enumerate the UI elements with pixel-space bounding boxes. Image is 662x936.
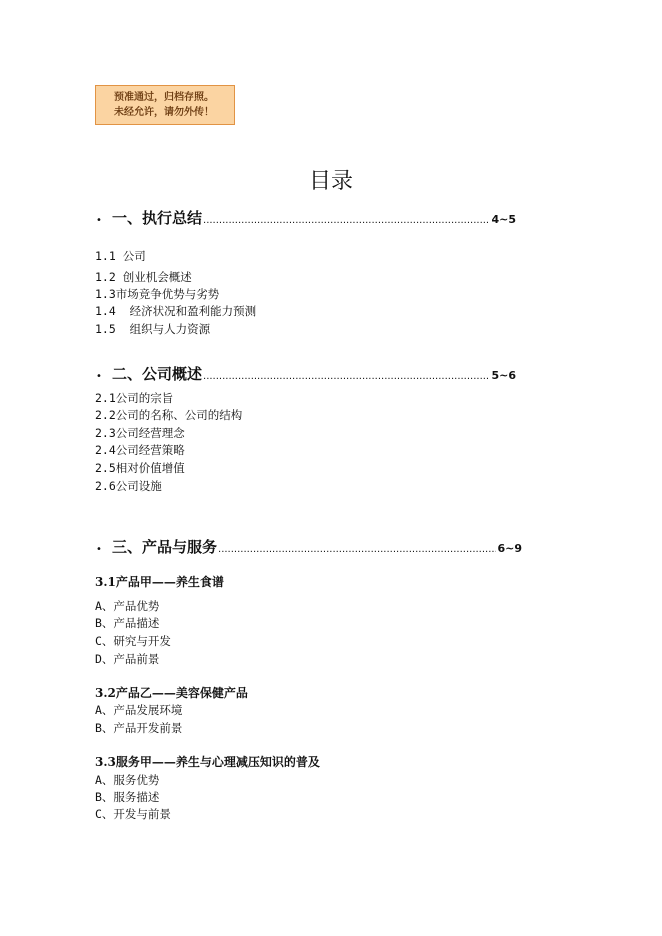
- toc-section-1[interactable]: [96, 207, 516, 227]
- toc-item[interactable]: 2.4公司经营策略: [95, 443, 185, 457]
- toc-item[interactable]: A、产品优势: [95, 599, 160, 613]
- section-title: 二、公司概述: [112, 365, 203, 383]
- toc-title: 目录: [308, 169, 353, 194]
- section-title: 三、产品与服务: [112, 538, 218, 556]
- section-pages: 5~6: [491, 369, 516, 382]
- toc-item[interactable]: 2.3公司经营理念: [95, 426, 185, 440]
- toc-section-3[interactable]: [96, 536, 522, 556]
- toc-item[interactable]: B、服务描述: [95, 790, 160, 804]
- dot-leader: [203, 215, 490, 226]
- bullet-icon: •: [96, 215, 102, 226]
- toc-section-2[interactable]: [96, 363, 516, 383]
- toc-item[interactable]: A、服务优势: [95, 773, 160, 787]
- section-title: 一、执行总结: [112, 209, 203, 227]
- notice-line-2: 未经允许，请勿外传！: [114, 107, 214, 118]
- dot-leader: [203, 371, 490, 382]
- toc-item[interactable]: 1.1 公司: [95, 249, 146, 263]
- toc-item[interactable]: 2.2公司的名称、公司的结构: [95, 408, 243, 422]
- toc-item[interactable]: 2.6公司设施: [95, 479, 162, 493]
- bullet-icon: •: [96, 371, 102, 382]
- toc-subsection-title[interactable]: 3.2产品乙——美容保健产品: [95, 686, 248, 700]
- toc-item[interactable]: C、开发与前景: [95, 807, 171, 821]
- toc-item[interactable]: C、研究与开发: [95, 634, 171, 648]
- toc-item[interactable]: B、产品开发前景: [95, 721, 183, 735]
- toc-item[interactable]: A、产品发展环境: [95, 703, 183, 717]
- toc-item[interactable]: 2.5相对价值增值: [95, 461, 185, 475]
- bullet-icon: •: [96, 544, 102, 555]
- toc-item[interactable]: D、产品前景: [95, 652, 160, 666]
- dot-leader: [218, 544, 496, 555]
- toc-item[interactable]: 1.2 创业机会概述: [95, 270, 192, 284]
- toc-subsection-title[interactable]: 3.1产品甲——养生食谱: [95, 575, 224, 589]
- notice-line-1: 预准通过，归档存照。: [114, 92, 214, 103]
- toc-item[interactable]: 2.1公司的宗旨: [95, 391, 174, 405]
- section-pages: 4~5: [491, 213, 516, 226]
- toc-item[interactable]: 1.5 组织与人力资源: [95, 322, 211, 336]
- confidential-notice: [95, 85, 235, 125]
- toc-subsection-title[interactable]: 3.3服务甲——养生与心理减压知识的普及: [95, 755, 320, 769]
- toc-item[interactable]: 1.3市场竞争优势与劣势: [95, 287, 220, 301]
- toc-item[interactable]: 1.4 经济状况和盈利能力预测: [95, 304, 257, 318]
- toc-item[interactable]: B、产品描述: [95, 616, 160, 630]
- section-pages: 6~9: [497, 542, 522, 555]
